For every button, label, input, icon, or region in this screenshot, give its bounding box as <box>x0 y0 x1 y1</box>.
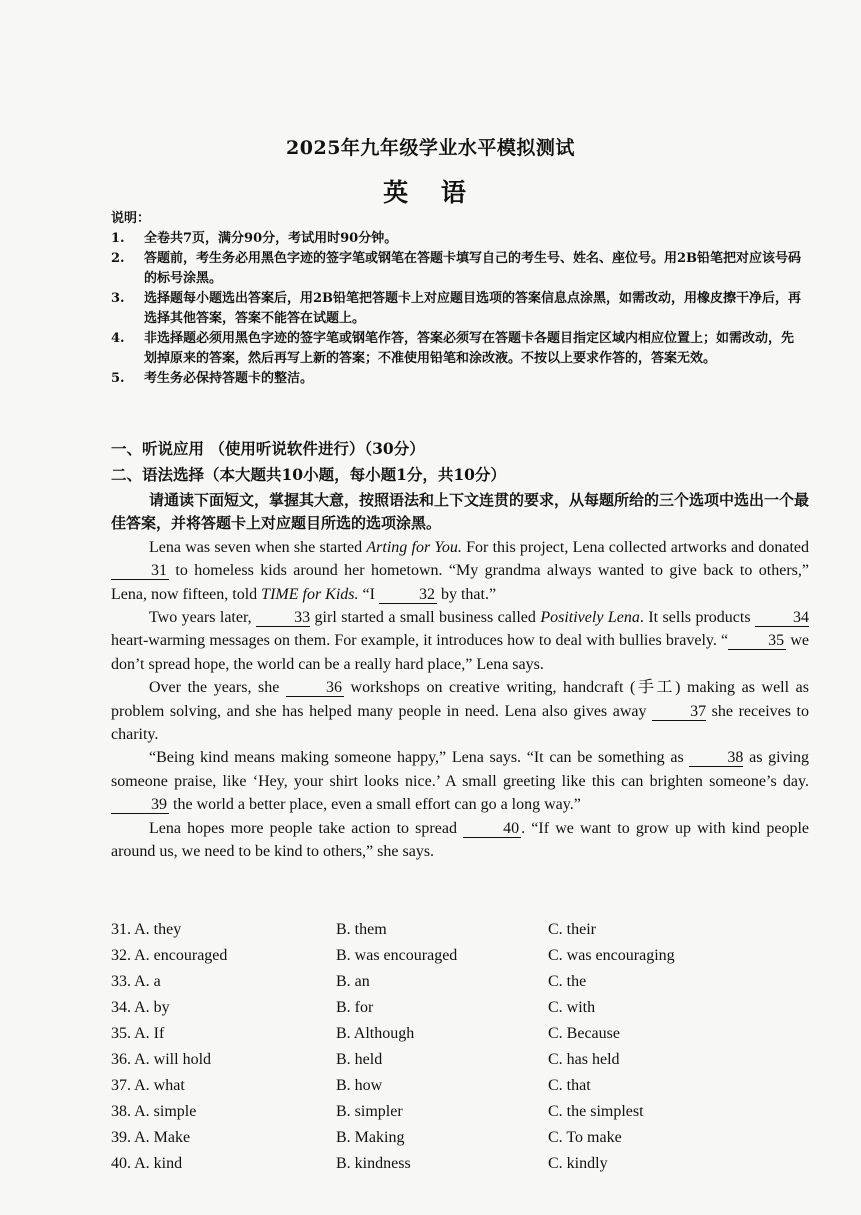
question-row <box>111 1047 811 1073</box>
option-a[interactable]: 35. A. If <box>111 1025 165 1042</box>
instruction-number: 1. <box>111 231 125 246</box>
text-run: heart-warming messages on them. For example, it introduces how to deal with bullies bravely. “ <box>111 632 729 650</box>
text-run: to homeless kids around her hometown. “My grandma always wanted to give back to others,” Lena, now fifteen, told <box>111 562 809 603</box>
option-b[interactable]: B. Making <box>336 1129 405 1146</box>
question-row <box>111 1125 811 1151</box>
option-b[interactable]: B. an <box>336 973 370 990</box>
blank-31[interactable]: 31 <box>111 562 169 580</box>
option-c[interactable]: C. their <box>548 921 596 938</box>
text-run: Two years later, <box>149 609 257 627</box>
option-c[interactable]: C. with <box>548 999 596 1016</box>
option-b[interactable]: B. kindness <box>336 1155 411 1172</box>
instruction-text: 全卷共7页，满分90分，考试用时90分钟。 <box>144 231 398 246</box>
text-run: Lena was seven when she started <box>149 538 367 556</box>
text-run: as giving someone praise, like ‘Hey, your shirt looks nice.’ A small greeting like this can brighten someone’s day. <box>111 749 810 790</box>
option-c[interactable]: C. kindly <box>548 1155 608 1172</box>
section-grammar-heading: 二、语法选择（本大题共10小题，每小题1分，共10分） <box>111 465 506 484</box>
question-row <box>111 1151 811 1177</box>
instruction-text: 非选择题必须用黑色字迹的签字笔或钢笔作答，答案必须写在答题卡各题目指定区域内相应位置上；如需改动，先划掉原来的答案，然后再写上新的答案；不准使用铅笔和涂改液。不按以上要求作答的，答案无效。 <box>144 331 795 366</box>
option-a[interactable]: 37. A. what <box>111 1077 185 1094</box>
blank-37[interactable]: 37 <box>652 703 706 721</box>
instruction-text: 考生务必保持答题卡的整洁。 <box>144 371 314 386</box>
option-c[interactable]: C. the <box>548 973 587 990</box>
question-row <box>111 995 811 1021</box>
option-b[interactable]: B. how <box>336 1077 383 1094</box>
blank-39[interactable]: 39 <box>111 796 169 814</box>
text-run: For this project, Lena collected artworks and donated <box>461 538 810 556</box>
instruction-number: 4. <box>111 331 125 346</box>
blank-36[interactable]: 36 <box>286 679 344 697</box>
instructions <box>111 209 806 389</box>
question-row <box>111 917 811 943</box>
option-b[interactable]: B. them <box>336 921 387 938</box>
text-run: Over the years, she <box>149 679 286 697</box>
exam-title: 2025年九年级学业水平模拟测试 <box>286 137 575 159</box>
text-run: “Being kind means making someone happy,” Lena says. “It can be something as <box>149 749 690 767</box>
subject-title: 英 语 <box>383 178 478 207</box>
text-run: girl started a small business called <box>310 609 541 627</box>
instruction-number: 3. <box>111 291 125 306</box>
text-run: workshops on creative writing, handcraft (手工) making as well as problem solving, and she has helped many people in need. Lena also gives away <box>111 679 809 720</box>
option-c[interactable]: C. the simplest <box>548 1103 644 1120</box>
question-row <box>111 1021 811 1047</box>
magazine-title: TIME for Kids. <box>261 585 359 603</box>
text-run: “I <box>358 585 379 603</box>
instruction-item <box>111 369 806 389</box>
instruction-item <box>111 329 806 369</box>
text-run: the world a better place, even a small effort can go a long way.” <box>169 796 581 814</box>
question-row <box>111 1073 811 1099</box>
text-run: . “If we want to grow up with kind people around us, we need to be kind to others,” she says. <box>111 819 809 861</box>
instruction-number: 5. <box>111 371 125 386</box>
option-c[interactable]: C. has held <box>548 1051 620 1068</box>
instruction-item <box>111 289 806 329</box>
text-run: . It sells products <box>639 609 755 627</box>
option-a[interactable]: 31. A. they <box>111 921 182 938</box>
text-run: we don’t spread hope, the world can be a really hard place,” Lena says. <box>111 632 810 673</box>
instruction-text: 答题前，考生务必用黑色字迹的签字笔或钢笔在答题卡填写自己的考生号、姓名、座位号。用2B铅笔把对应该号码的标号涂黑。 <box>144 251 802 286</box>
instructions-heading: 说明： <box>111 211 151 226</box>
text-run: by that.” <box>436 585 497 603</box>
blank-32[interactable]: 32 <box>379 586 437 604</box>
option-c[interactable]: C. Because <box>548 1025 620 1042</box>
blank-34[interactable]: 34 <box>755 609 809 627</box>
passage-paragraph-1 <box>111 536 809 606</box>
instruction-item <box>111 229 806 249</box>
text-run: Lena hopes more people take action to spread <box>149 819 464 837</box>
passage-paragraph-2 <box>111 606 809 676</box>
section-listening-heading: 一、听说应用 （使用听说软件进行）（30分） <box>111 439 425 458</box>
passage-paragraph-5 <box>111 817 809 864</box>
blank-40[interactable]: 40 <box>463 820 521 838</box>
question-row <box>111 969 811 995</box>
blank-38[interactable]: 38 <box>689 749 743 767</box>
option-b[interactable]: B. Although <box>336 1025 415 1042</box>
option-c[interactable]: C. that <box>548 1077 591 1094</box>
blank-35[interactable]: 35 <box>728 632 786 650</box>
passage-paragraph-3 <box>111 676 809 746</box>
instruction-item <box>111 249 806 289</box>
option-b[interactable]: B. held <box>336 1051 383 1068</box>
option-a[interactable]: 39. A. Make <box>111 1129 191 1146</box>
answer-options <box>111 917 811 1177</box>
option-b[interactable]: B. for <box>336 999 374 1016</box>
question-row <box>111 1099 811 1125</box>
option-a[interactable]: 36. A. will hold <box>111 1051 212 1068</box>
passage-paragraph-4 <box>111 746 809 816</box>
option-b[interactable]: B. was encouraged <box>336 947 458 964</box>
blank-33[interactable]: 33 <box>256 609 310 627</box>
project-title: Arting for You. <box>366 538 462 556</box>
business-name: Positively Lena <box>540 609 640 627</box>
option-b[interactable]: B. simpler <box>336 1103 403 1120</box>
option-c[interactable]: C. was encouraging <box>548 947 675 964</box>
option-a[interactable]: 40. A. kind <box>111 1155 183 1172</box>
question-row <box>111 943 811 969</box>
option-a[interactable]: 33. A. a <box>111 973 161 990</box>
instruction-number: 2. <box>111 251 125 266</box>
option-a[interactable]: 32. A. encouraged <box>111 947 228 964</box>
option-a[interactable]: 34. A. by <box>111 999 170 1016</box>
text-run: she receives to charity. <box>111 702 809 744</box>
option-c[interactable]: C. To make <box>548 1129 622 1146</box>
passage-directions: 请通读下面短文，掌握其大意，按照语法和上下文连贯的要求，从每题所给的三个选项中选出一个最佳答案，并将答题卡上对应题目所选的选项涂黑。 <box>111 491 810 533</box>
option-a[interactable]: 38. A. simple <box>111 1103 197 1120</box>
cloze-passage <box>111 489 809 864</box>
instruction-text: 选择题每小题选出答案后，用2B铅笔把答题卡上对应题目选项的答案信息点涂黑，如需改动，用橡皮擦干净后，再选择其他答案，答案不能答在试题上。 <box>144 291 802 326</box>
